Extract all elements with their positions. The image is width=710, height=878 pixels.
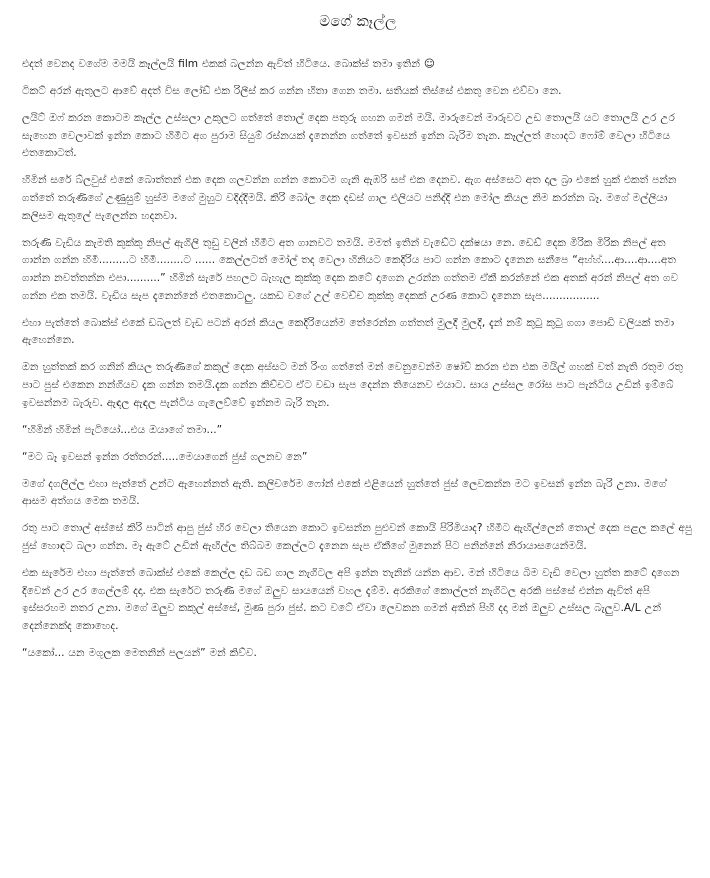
paragraph: රතු පාට තොල් අස්සේ කිරි පාටින් ආපු ජුස් හිර වෙලා තියෙන කොට ඉවසන්න පුළුවන් කොයි පිරිමියාද? හිමීට ඇඟිල්ලෙන් තොල් දෙක පළල කලේ අපු ජුස් හොඳට බලා ගන්න. මෑ ඇටේ උඩින් ඇඟිල්ල තිබ්බම කෙල්ලට දැනෙන සැප ඒකීගේ මුනෙන් පිට පනින්නේ නිරායාසයෙන්මයි. [22, 522, 693, 553]
paragraph: ටිකට් අරන් ඇතුලට ආවේ අදත් විස ලෝඩ් එක රිලීස් කර ගන්න හිතා ගෙන තමා. සතියක් තිස්සේ එකතු වෙන එව්වා නෙ. [22, 85, 562, 98]
dialogue-line: “යකෝ... යන මගුලක මෙතනින් පලයන්” මන් කිව්ව. [22, 647, 257, 660]
paragraph: තරුණි වැඩිය කැමති කුක්කු නිපල් ඇගිලි තුඩු වලින් හිමීට අත ගානවට තමයි. මමත් ඉතින් වැඩේට දක්ෂයා නෙ. ඩෙඩ් දෙක මිරික මිරික නිපල් අත ගාන්න ගන්න හිමී.........ට හිමී........ට ...... කෙල්ලටත් මෝල් තද වෙලා හිනියට කෙදිරිය පාට ගන්න කොට දැනෙන සනීපෙ “අහ්හ්....ආ....ආ....අත ගාන්න නවත්තන්න එපා..........” හිමින් සැරේ පහලට බැහැල කුක්කු දෙක කටේ දාගෙන උරන්න ගත්තම ඒකී කරන්නේ එක අතක් අරන් නිපල් අත ගව ගන්න එක තමයි. වැඩිය සැප දැනෙන්නේ එතකොටලු. යකඩ වගේ උල් වෙච්ච කුක්කු දෙකක් උරණ කොට දැනෙන සැප................. [22, 236, 679, 302]
paragraph: එක සැරේම එහා පැත්තේ බොක්ස් එකේ කෙල්ල දඩ බඩ ගාල නැගිටල අපි ඉන්න තැනින් යන්න ආව. මන් හිටියෙ බිම වැඩි වෙලා හුත්ත කටේ දාගෙන දිවෙන් උර උර ගෙල්ලම් දදා. එක සැරේට තරුණි මගේ ඔලුව සායයෙන් වහල දැම්ම. අරකිගේ කොල්ලත් නැගිටල අරකි පස්සේ එන්න ඇවිත් අපි ඉස්සරහම නතර උනා. මගේ ඔලුව කකුල් අස්සේ, මුණ පුරා ජුස්. කට වටේ ඒවා ලෙවකන ගමන් අතින් පිහි දදා මන් ඔලුව උස්සල බැලුව.A/L උන් දෙන්නෙක්ද කොහෙද. [22, 567, 680, 632]
paragraph: හිමින් සරේ බ්ලවුස් එකේ බොත්තන් එක දෙක ගලවන්න ගන්න කොටම ගැනි ඇඹරි සප් එක දෙනව. ඇග අස්සෙට අත දාල බ්‍රා එකේ හුක් එකත් පන්න ගත්තේ තරුණිගේ උණුසුම් හුස්ම මගේ මුහුට වදිද්දිමයි. කිරි බෝල දෙක දඩස් ගාල එලියට පනිද්දි එන මෝල කියල නිම කරන්න බෑ. මගේ මල්ලියා කලිසම ඇතුලේ පැලෙන්න හදනවා. [22, 174, 677, 222]
paragraph: මගේ දගලිල්ල එහා පැත්තේ උන්ට ඇහෙන්නත් ඇති. කලිචරේම ෆෝන් එකේ එළියෙන් හුත්තේ ජුස් ලෙවකන්න මට ඉවසන් ඉන්න බැරි උනා. මගේ ආසම අත්ගය මෙක තමයි. [22, 477, 667, 508]
dialogue-line: “මට බෑ ඉවසන් ඉන්න රත්තරන්.....මෙයාගෙන් ජුස් ගලනව නෙ” [22, 450, 308, 463]
paragraph: එහා පැත්තේ බොක්ස් එකේ ඩබලත් වැඩ පටන් අරන් කියල කෙදිරියෙන්ම තේරෙන්න ගත්තත් මුලදී මුලදී, දැන් නම් කුටු කුටු ගගා පොඩි වලියක් තමා ඇහෙන්නෙ. [22, 316, 675, 347]
page-title: මගේ කෑල්ල [319, 12, 397, 30]
paragraph: ඔන හුත්තක් කර ගනින් කියල තරුණිගේ කකුල් දෙක අස්සට මන් රිංග ගත්තේ මන් වෙනුවෙන්ම ෂෝව් කරන එන එක මයිල් ගහක් වත් නැති රතුම රතු පාට පුස් එකෙන නන්ගියව දැක ගන්න තමයි.දැක ගන්න කිච්චට ඒට වඩා සැප දෙන්න තියෙනව එයාට. සාය උස්සල රෝස පාට පැන්ටිය උඩින් ඉම්බේ ඉවසන්නම බැරුව. ඇඳල ඇඳල පැන්ටිය ගැලෙව්වේ ඉන්නම බැරි තැන. [22, 361, 683, 409]
paragraph: එදත් වෙනද වගේම මමයි කෑල්ලයි film එකක් බලන්න ඇවිත් හිටියෙ. බොක්ස් තමා ඉතින් ☺ [22, 58, 435, 70]
paragraph: ලයිට් ඔෆ් කරන කොටම කෑල්ල උස්සලා උකුලට ගත්තේ තොල් දෙක පතුරු ගහන ගමන් මයි. මාරුවෙන් මාරුවට උඩ තොලයි යට තොලයි උර උර සැහෙන වෙලාවක් ඉන්න කොට හිමීට අග පුරාම සියුම් රස්නයක් දැනෙන්න ගත්තේ ඉවසන් ඉන්න බැරිම තැන. කෑල්ලත් හොදට ෆෝම් වෙලා හිටියෙ එතකොටත්. [22, 112, 675, 160]
dialogue-line: “හිමින් හිමින් පැටියෝ...එය ඔයාගේ තමා...” [22, 423, 223, 436]
